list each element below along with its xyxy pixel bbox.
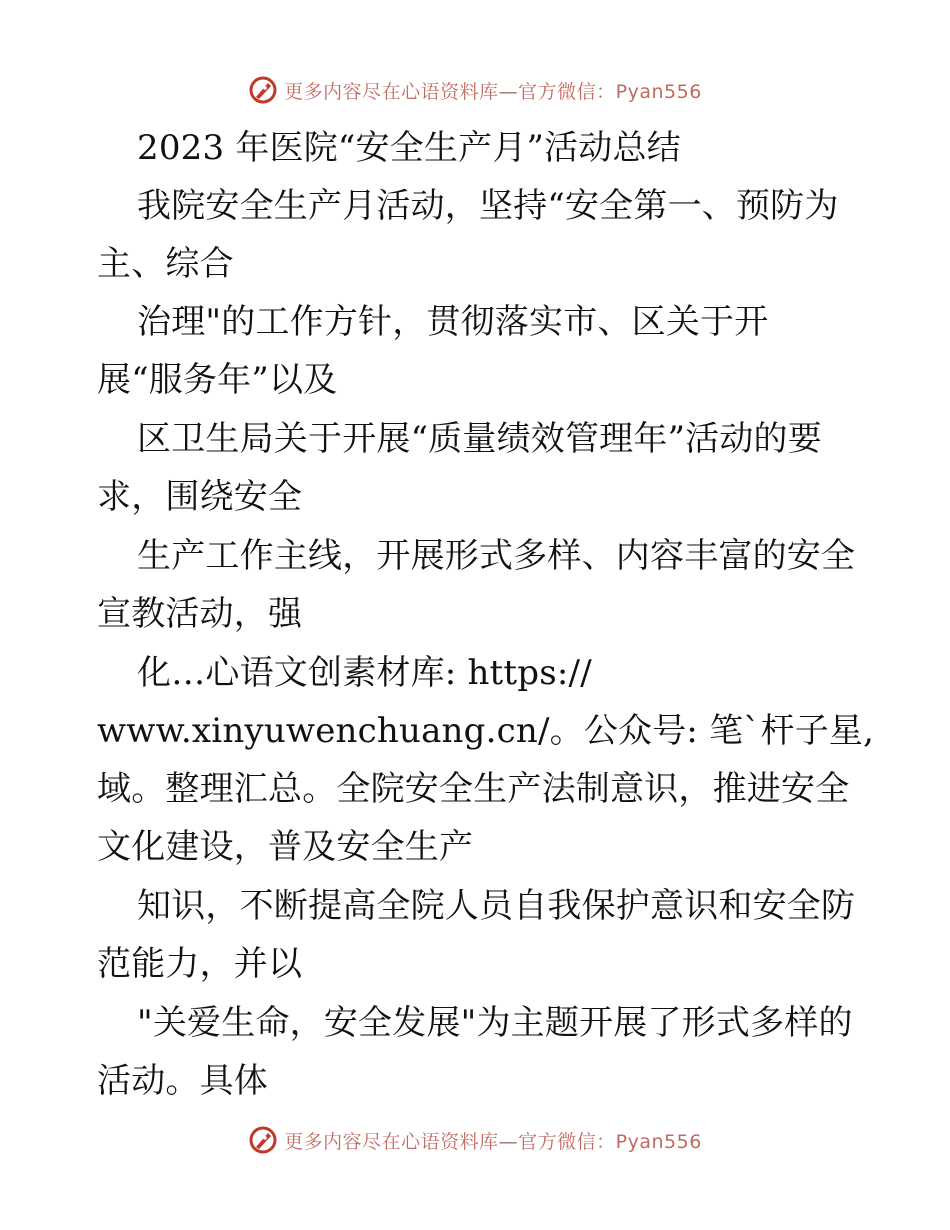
document-line: 展“服务年”以及 (97, 360, 338, 400)
document-line: 宣教活动，强 (97, 594, 303, 634)
footer-banner-separator: — (498, 1130, 519, 1153)
header-banner-separator: — (498, 80, 519, 103)
document-line: 区卫生局关于开展“质量绩效管理年”活动的要 (137, 419, 822, 459)
document-line: 主、综合 (97, 244, 234, 284)
header-banner-title: 更多内容尽在心语资料库 (284, 80, 499, 103)
document-line: 知识，不断提高全院人员自我保护意识和安全防 (137, 886, 856, 926)
pen-nib-circle-icon (248, 1125, 278, 1155)
document-line: 我院安全生产月活动，坚持“安全第一、预防为 (137, 186, 839, 226)
document-line: 生产工作主线，开展形式多样、内容丰富的安全 (137, 536, 856, 576)
document-line: 治理"的工作方针，贯彻落实市、区关于开 (137, 302, 769, 342)
document-title: 2023 年医院“安全生产月”活动总结 (137, 128, 681, 168)
document-line: 求，围绕安全 (97, 477, 303, 517)
document-line: 化…心语文创素材库: https:// (137, 653, 592, 693)
document-line: 域。整理汇总。全院安全生产法制意识，推进安全 (97, 769, 850, 809)
document-line: 文化建设，普及安全生产 (97, 827, 474, 867)
footer-banner (0, 1120, 950, 1160)
footer-banner-text (284, 1127, 702, 1154)
footer-banner-contact: 官方微信：Pyan556 (518, 1130, 702, 1153)
document-line: www.xinyuwenchuang.cn/。公众号: 笔`杆子星, (97, 711, 875, 751)
footer-banner-title: 更多内容尽在心语资料库 (284, 1130, 499, 1153)
document-line: "关爱生命，安全发展"为主题开展了形式多样的 (137, 1003, 853, 1043)
header-banner-contact: 官方微信：Pyan556 (518, 80, 702, 103)
document-line: 范能力，并以 (97, 944, 303, 984)
document-line: 活动。具体 (97, 1061, 268, 1101)
